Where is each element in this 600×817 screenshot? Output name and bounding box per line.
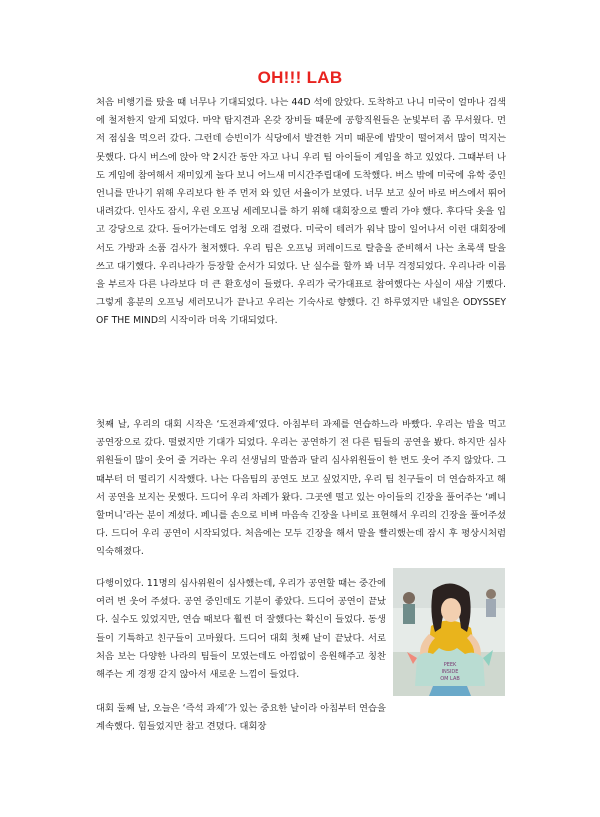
event-photo (393, 568, 505, 696)
paragraph-day-one: 첫째 날, 우리의 대회 시작은 ‘도전과제’였다. 아침부터 과제를 연습하느라 바빴다. 우리는 밥을 먹고 공연장으로 갔다. 떨렸지만 기대가 되었다. 우리는 공연하기 전 다른 팀들의 공연을 봤다. 하지만 심사위원들이 많이 웃어 줄 거라는 우리 선생님의 말씀과 달리 심사위원들이 한 번도 웃어 주지 않았다. 그때부터 더 떨리기 시작했다. 나는 다음팀의 공연도 보고 싶었지만, 우리 팀 친구들이 더 연습하자고 해서 공연을 보지는 못했다. 드디어 우리 차례가 왔다. 그곳엔 떨고 있는 아이들의 긴장을 풀어주는 ‘페니 할머니’라는 분이 계셨다. 페니를 손으로 비벼 마음속 긴장을 나비로 표현해서 우리의 긴장을 풀어주셨다. 드디어 우리 공연이 시작되었다. 처음에는 모두 긴장을 해서 말을 빨리했는데 잠시 후 평상시처럼 익숙해졌다. (96, 419, 506, 558)
document-title: OH!!! LAB (257, 68, 343, 87)
sign-text-line-3: OM LAB (440, 676, 460, 682)
sign-text-line-2: INSIDE (441, 669, 459, 675)
event-photo-illustration (393, 568, 505, 696)
paragraph-arrival: 처음 비행기를 탔을 때 너무나 기대되었다. 나는 44D 석에 앉았다. 도착하고 나니 미국이 얼마나 검색에 철저한지 알게 되었다. 마약 탐지견과 온갖 장비들 때문에 공항직원들은 눈빛부터 좀 무서웠다. 먼저 점심을 먹으러 갔다. 그런데 승빈이가 식당에서 발견한 거미 때문에 밥맛이 떨어져서 많이 먹지는 못했다. 다시 버스에 앉아 약 2시간 동안 자고 나니 우리 팀 아이들이 게임을 하고 있었다. 그때부터 나도 게임에 참여해서 재미있게 놀다 보니 어느새 미시간주립대에 도착했다. 버스 밖에 미국에 유학 중인 언니를 만나기 위해 우리보다 한 주 먼저 와 있던 서율이가 보였다. 너무 보고 싶어 바로 버스에서 뛰어 내려갔다. 인사도 잠시, 우린 오프닝 세레모니를 하기 위해 대회장으로 빨리 가야 했다. 후다닥 옷을 입고 강당으로 갔다. 들어가는데도 엄청 오래 걸렸다. 미국이 테러가 워낙 많이 일어나서 이런 대회장에서도 가방과 소품 검사가 철저했다. 우리 팀은 오프닝 퍼레이드로 탈춤을 준비해서 나는 초록색 탈을 쓰고 대기했다. 우리나라가 등장할 순서가 되었다. 난 실수를 할까 봐 너무 걱정되었다. 우리나라 이름을 부르자 다른 나라보다 더 큰 환호성이 들렸다. 우리가 국가대표로 참여했다는 사실이 새삼 기뻤다. 그렇게 흥분의 오프닝 세러모니가 끝나고 우리는 기숙사로 향했다. 긴 하루였지만 내일은 ODYSSEY OF THE MIND의 시작이라 더욱 기대되었다. (96, 97, 506, 327)
paragraph-day-two: 대회 둘째 날, 오늘은 ‘즉석 과제’가 있는 중요한 날이라 아침부터 연습을 계속했다. 힘들었지만 참고 견뎠다. 대회장 (96, 703, 386, 733)
paragraph-day-one-continued: 다행이었다. 11명의 심사위원이 심사했는데, 우리가 공연할 때는 중간에 여러 번 웃어 주셨다. 공연 중인데도 기분이 좋았다. 드디어 공연이 끝났다. 실수도 있었지만, 연습 때보다 훨씬 더 잘했다는 확신이 들었다. 동생들이 기특하고 친구들이 고마웠다. 드디어 대회 첫째 날이 끝났다. 서로 처음 보는 다양한 나라의 팀들이 모였는데도 아낌없이 응원해주고 칭찬해주는 게 경쟁 같지 않아서 새로운 느낌이 들었다. (96, 578, 386, 681)
sign-text-line-1: PEEK (443, 662, 457, 668)
